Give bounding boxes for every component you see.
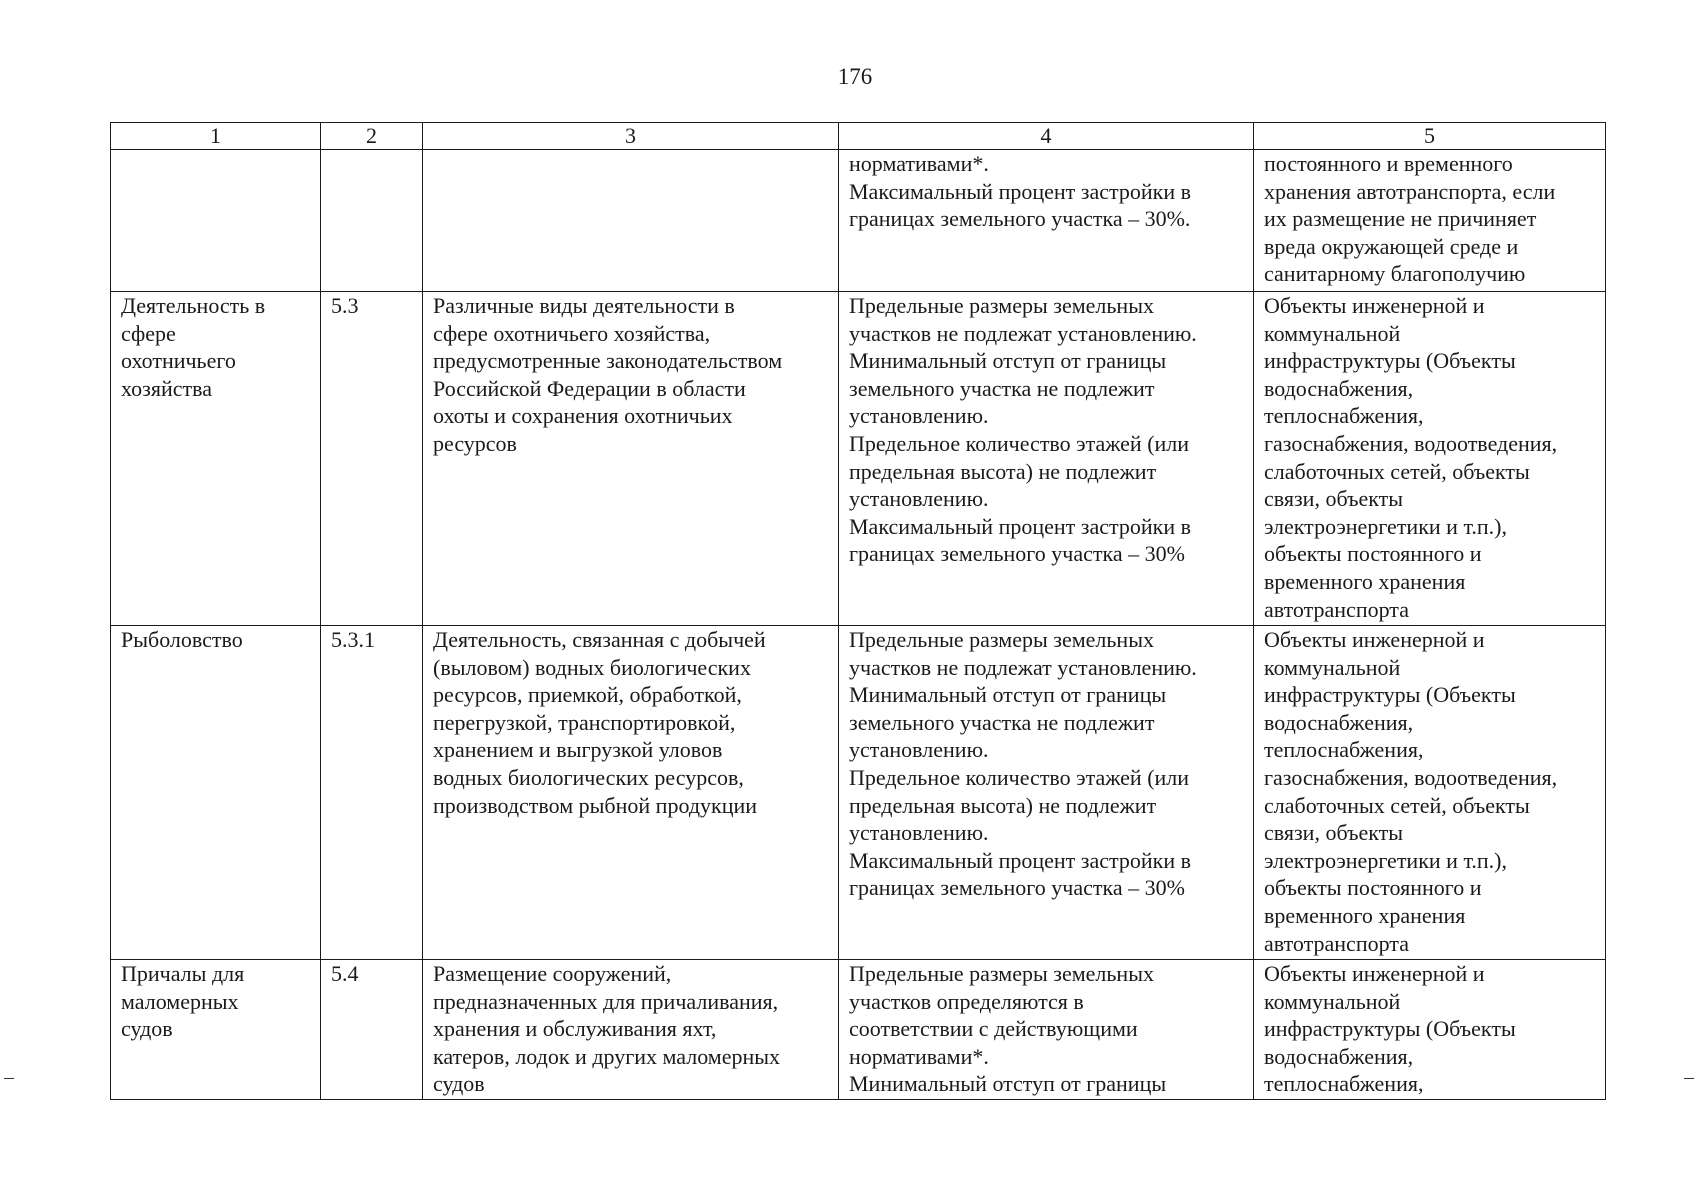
parameters-cell: Предельные размеры земельных участков не подлежат установлению. Минимальный отступ от границы земельного участка не подлежит установлению. Предельное количество этажей (или предельная высота) не подлежит установлению. Максимальный процент застройки в границах земельного участка – 30% bbox=[839, 626, 1254, 960]
use-description-cell: Размещение сооружений, предназначенных для причаливания, хранения и обслуживания яхт, катеров, лодок и других маломерных судов bbox=[423, 960, 839, 1100]
right-margin-mark bbox=[1684, 1078, 1694, 1079]
auxiliary-uses-cell: Объекты инженерной и коммунальной инфраструктуры (Объекты водоснабжения, теплоснабжения, газоснабжения, водоотведения, слаботочных сетей, объекты связи, объекты электроэнергетики и т.п.), объекты постоянного и временного хранения автотранспорта bbox=[1254, 292, 1606, 626]
use-code-cell: 5.3.1 bbox=[321, 626, 423, 960]
left-margin-mark bbox=[4, 1078, 14, 1079]
column-header: 2 bbox=[321, 123, 423, 150]
table-row bbox=[111, 150, 1606, 292]
auxiliary-uses-cell: постоянного и временного хранения автотранспорта, если их размещение не причиняет вреда окружающей среде и санитарному благополучию bbox=[1254, 150, 1606, 292]
auxiliary-uses-cell: Объекты инженерной и коммунальной инфраструктуры (Объекты водоснабжения, теплоснабжения, bbox=[1254, 960, 1606, 1100]
use-description-cell: Различные виды деятельности в сфере охотничьего хозяйства, предусмотренные законодательством Российской Федерации в области охоты и сохранения охотничьих ресурсов bbox=[423, 292, 839, 626]
use-code-cell: 5.4 bbox=[321, 960, 423, 1100]
column-header: 3 bbox=[423, 123, 839, 150]
table-row bbox=[111, 292, 1606, 626]
table-row bbox=[111, 626, 1606, 960]
column-header: 4 bbox=[839, 123, 1254, 150]
use-code-cell bbox=[321, 150, 423, 292]
parameters-cell: Предельные размеры земельных участков определяются в соответствии с действующими нормативами*. Минимальный отступ от границы bbox=[839, 960, 1254, 1100]
use-name-cell: Деятельность в сфере охотничьего хозяйства bbox=[111, 292, 321, 626]
use-name-cell: Причалы для маломерных судов bbox=[111, 960, 321, 1100]
column-header: 5 bbox=[1254, 123, 1606, 150]
column-header: 1 bbox=[111, 123, 321, 150]
use-code-cell: 5.3 bbox=[321, 292, 423, 626]
use-name-cell bbox=[111, 150, 321, 292]
parameters-cell: Предельные размеры земельных участков не подлежат установлению. Минимальный отступ от границы земельного участка не подлежит установлению. Предельное количество этажей (или предельная высота) не подлежит установлению. Максимальный процент застройки в границах земельного участка – 30% bbox=[839, 292, 1254, 626]
use-description-cell: Деятельность, связанная с добычей (выловом) водных биологических ресурсов, приемкой, обработкой, перегрузкой, транспортировкой, хранением и выгрузкой уловов водных биологических ресурсов, производством рыбной продукции bbox=[423, 626, 839, 960]
page-number: 176 bbox=[837, 64, 873, 89]
table-header-row bbox=[111, 123, 1606, 150]
auxiliary-uses-cell: Объекты инженерной и коммунальной инфраструктуры (Объекты водоснабжения, теплоснабжения, газоснабжения, водоотведения, слаботочных сетей, объекты связи, объекты электроэнергетики и т.п.), объекты постоянного и временного хранения автотранспорта bbox=[1254, 626, 1606, 960]
table-row bbox=[111, 960, 1606, 1100]
use-description-cell bbox=[423, 150, 839, 292]
use-name-cell: Рыболовство bbox=[111, 626, 321, 960]
parameters-cell: нормативами*. Максимальный процент застройки в границах земельного участка – 30%. bbox=[839, 150, 1254, 292]
land-use-table bbox=[110, 122, 1606, 1100]
